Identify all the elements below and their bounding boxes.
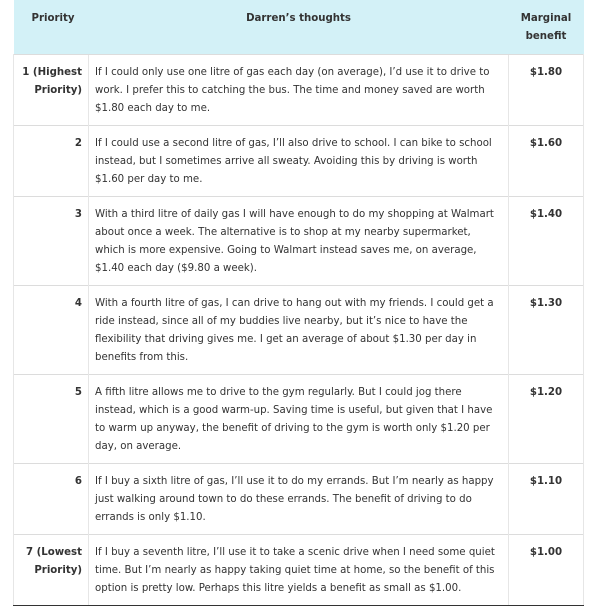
- cell-priority: 2: [14, 126, 89, 197]
- cell-priority: 6: [14, 464, 89, 535]
- cell-priority: 4: [14, 286, 89, 375]
- table-row: [14, 55, 584, 126]
- cell-benefit: $1.00: [509, 535, 584, 606]
- cell-thoughts: A fifth litre allows me to drive to the gym regularly. But I could jog there instead, which is a good warm-up. Saving time is useful, but given that I have to warm up anyway, the benefit of driving to the gym is worth only $1.20 per day, on average.: [89, 375, 509, 464]
- cell-thoughts: If I buy a sixth litre of gas, I’ll use it to do my errands. But I’m nearly as happy just walking around town to do these errands. The benefit of driving to do errands is only $1.10.: [89, 464, 509, 535]
- cell-benefit: $1.60: [509, 126, 584, 197]
- header-priority: Priority: [31, 13, 75, 24]
- cell-benefit: $1.20: [509, 375, 584, 464]
- cell-priority: 7 (Lowest Priority): [14, 535, 89, 606]
- header-thoughts: Darren’s thoughts: [246, 13, 351, 24]
- cell-benefit: $1.10: [509, 464, 584, 535]
- cell-benefit: $1.80: [509, 55, 584, 126]
- table-row: [14, 286, 584, 375]
- cell-thoughts: With a third litre of daily gas I will have enough to do my shopping at Walmart about once a week. The alternative is to shop at my nearby supermarket, which is more expensive. Going to Walmart instead saves me, on average, $1.40 each day ($9.80 a week).: [89, 197, 509, 286]
- cell-benefit: $1.40: [509, 197, 584, 286]
- cell-priority: 1 (Highest Priority): [14, 55, 89, 126]
- table-row: [14, 464, 584, 535]
- cell-thoughts: If I could use a second litre of gas, I’ll also drive to school. I can bike to school instead, but I sometimes arrive all sweaty. Avoiding this by driving is worth $1.60 per day to me.: [89, 126, 509, 197]
- table-row: [14, 197, 584, 286]
- table-row: [14, 535, 584, 606]
- table-body: [14, 55, 584, 606]
- header-row: [14, 0, 584, 55]
- cell-priority: 3: [14, 197, 89, 286]
- cell-thoughts: With a fourth litre of gas, I can drive to hang out with my friends. I could get a ride instead, since all of my buddies live nearby, but it’s nice to have the flexibility that driving gives me. I get an average of about $1.30 per day in benefits from this.: [89, 286, 509, 375]
- table-row: [14, 126, 584, 197]
- table-row: [14, 375, 584, 464]
- header-benefit: Marginal benefit: [520, 13, 572, 42]
- marginal-benefit-table: [13, 0, 584, 606]
- cell-thoughts: If I buy a seventh litre, I’ll use it to take a scenic drive when I need some quiet time. But I’m nearly as happy taking quiet time at home, so the benefit of this option is pretty low. Perhaps this litre yields a benefit as small as $1.00.: [89, 535, 509, 606]
- cell-priority: 5: [14, 375, 89, 464]
- cell-thoughts: If I could only use one litre of gas each day (on average), I’d use it to drive to work. I prefer this to catching the bus. The time and money saved are worth $1.80 each day to me.: [89, 55, 509, 126]
- table-header: [14, 0, 584, 55]
- cell-benefit: $1.30: [509, 286, 584, 375]
